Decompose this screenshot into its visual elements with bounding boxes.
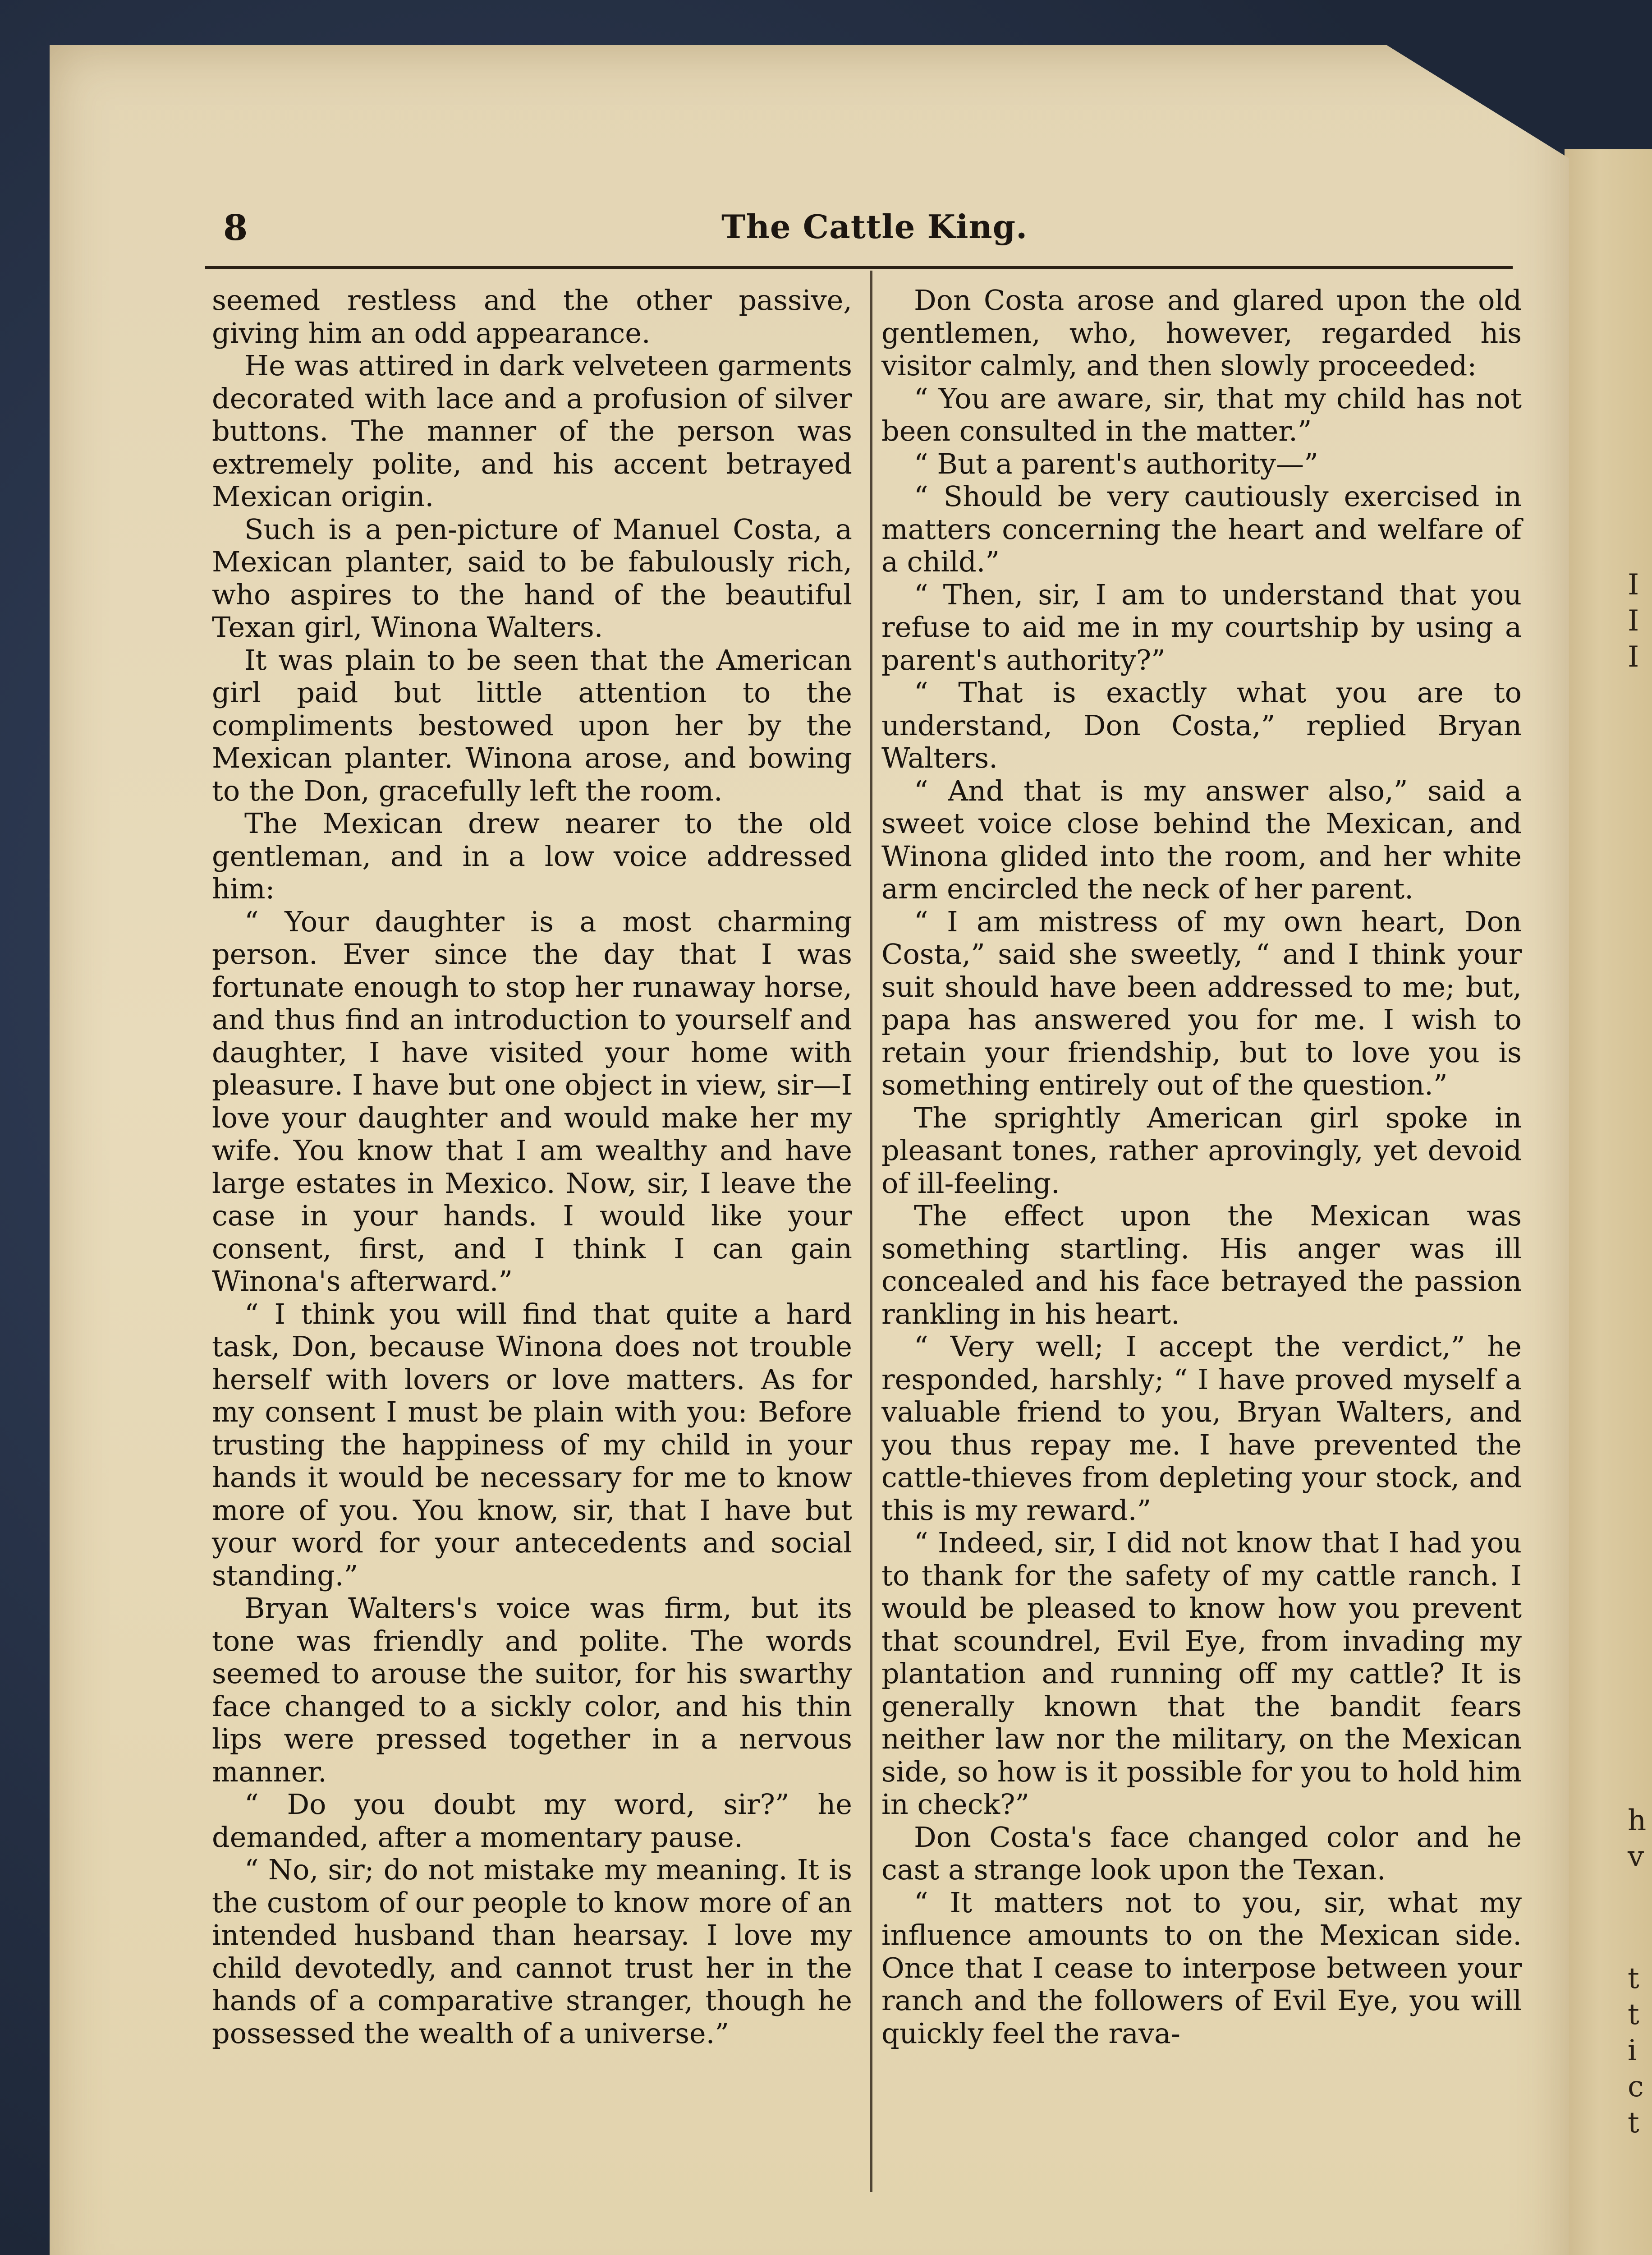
paragraph: He was attired in dark velveteen garments decorated with lace and a profusion of silver buttons. The manner of the person was extremely polite, and his accent betrayed Mexican origin. xyxy=(212,349,852,513)
facing-page-fragment: h xyxy=(1628,1804,1647,1837)
paragraph: seemed restless and the other passive, giving him an odd appearance. xyxy=(212,284,852,350)
header-rule xyxy=(205,266,1513,269)
column-divider xyxy=(870,271,872,2192)
facing-page-fragment: v xyxy=(1628,1840,1644,1873)
paragraph: “ And that is my answer also,” said a sweet voice close behind the Mexican, and Winona glided into the room, and her white arm encircled the neck of her parent. xyxy=(881,774,1522,905)
facing-page-fragment: I xyxy=(1628,568,1639,602)
paragraph: The sprightly American girl spoke in pleasant tones, rather aprovingly, yet devoid of ill-feeling. xyxy=(881,1101,1522,1200)
paragraph: Don Costa's face changed color and he cast a strange look upon the Texan. xyxy=(881,1820,1522,1886)
right-column xyxy=(881,284,1522,2050)
paragraph: Bryan Walters's voice was firm, but its tone was friendly and polite. The words seemed to arouse the suitor, for his swarthy face changed to a sickly color, and his thin lips were pressed together in a nervous manner. xyxy=(212,1592,852,1788)
paragraph: “ No, sir; do not mistake my meaning. It is the custom of our people to know more of an intended husband than hearsay. I love my child devotedly, and cannot trust her in the hands of a comparative stranger, though he possessed the wealth of a universe.” xyxy=(212,1853,852,2050)
paragraph: “ Do you doubt my word, sir?” he demanded, after a momentary pause. xyxy=(212,1788,852,1854)
running-title: The Cattle King. xyxy=(721,207,1028,246)
facing-page-fragment: t xyxy=(1628,1998,1639,2031)
paragraph: “ But a parent's authority—” xyxy=(914,447,1318,480)
paragraph: Don Costa arose and glared upon the old gentlemen, who, however, regarded his visitor calmly, and then slowly proceeded: xyxy=(881,284,1522,382)
paragraph: The Mexican drew nearer to the old gentleman, and in a low voice addressed him: xyxy=(212,807,852,905)
page-number: 8 xyxy=(223,207,248,249)
paragraph: “ Your daughter is a most charming person. Ever since the day that I was fortunate enough to stop her runaway horse, and thus find an introduction to yourself and daughter, I have visited your home with pleasure. I have but one object in view, sir—I love your daughter and would make her my wife. You know that I am wealthy and have large estates in Mexico. Now, sir, I leave the case in your hands. I would like your consent, first, and I think I can gain Winona's afterward.” xyxy=(212,905,852,1298)
page-header xyxy=(171,198,1524,257)
paragraph: “ I think you will find that quite a hard task, Don, because Winona does not trouble herself with lovers or love matters. As for my consent I must be plain with you: Before trusting the happiness of my child in your hands it would be necessary for me to know more of you. You know, sir, that I have but your word for your antecedents and social standing.” xyxy=(212,1297,852,1592)
facing-page-fragment: t xyxy=(1628,2106,1639,2140)
facing-page-fragment: c xyxy=(1628,2070,1644,2103)
paragraph: “ Then, sir, I am to understand that you refuse to aid me in my courtship by using a parent's authority?” xyxy=(881,578,1522,676)
paragraph: “ I am mistress of my own heart, Don Costa,” said she sweetly, “ and I think your suit should have been addressed to me; but, papa has answered you for me. I wish to retain your friendship, but to love you is something entirely out of the question.” xyxy=(881,905,1522,1101)
paragraph: “ Indeed, sir, I did not know that I had you to thank for the safety of my cattle ranch. I would be pleased to know how you prevent that scoundrel, Evil Eye, from invading my plantation and running off my cattle? It is generally known that the bandit fears neither law nor the military, on the Mexican side, so how is it possible for you to hold him in check?” xyxy=(881,1526,1522,1821)
facing-page-fragment: t xyxy=(1628,1962,1639,1995)
paragraph: The effect upon the Mexican was something startling. His anger was ill concealed and his face betrayed the passion rankling in his heart. xyxy=(881,1199,1522,1330)
facing-page-fragment: I xyxy=(1628,640,1639,674)
paragraph: Such is a pen-picture of Manuel Costa, a Mexican planter, said to be fabulously rich, who aspires to the hand of the beautiful Texan girl, Winona Walters. xyxy=(212,512,852,644)
paragraph: “ Should be very cautiously exercised in matters concerning the heart and welfare of a child.” xyxy=(881,480,1522,578)
paragraph: “ Very well; I accept the verdict,” he responded, harshly; “ I have proved myself a valuable friend to you, Bryan Walters, and you thus repay me. I have prevented the cattle-thieves from depleting your stock, and this is my reward.” xyxy=(881,1330,1522,1527)
paragraph: It was plain to be seen that the American girl paid but little attention to the compliments bestowed upon her by the Mexican planter. Winona arose, and bowing to the Don, gracefully left the room. xyxy=(212,643,852,807)
facing-page-edge xyxy=(1565,149,1652,2255)
facing-page-fragment: i xyxy=(1628,2034,1637,2067)
left-column xyxy=(212,284,852,2050)
facing-page-fragment: I xyxy=(1628,604,1639,638)
paragraph: “ It matters not to you, sir, what my influence amounts to on the Mexican side. Once that I cease to interpose between your ranch and the followers of Evil Eye, you will quickly feel the rava- xyxy=(881,1886,1522,2050)
paragraph: “ You are aware, sir, that my child has not been consulted in the matter.” xyxy=(881,382,1522,447)
paragraph: “ That is exactly what you are to understand, Don Costa,” replied Bryan Walters. xyxy=(881,676,1522,774)
